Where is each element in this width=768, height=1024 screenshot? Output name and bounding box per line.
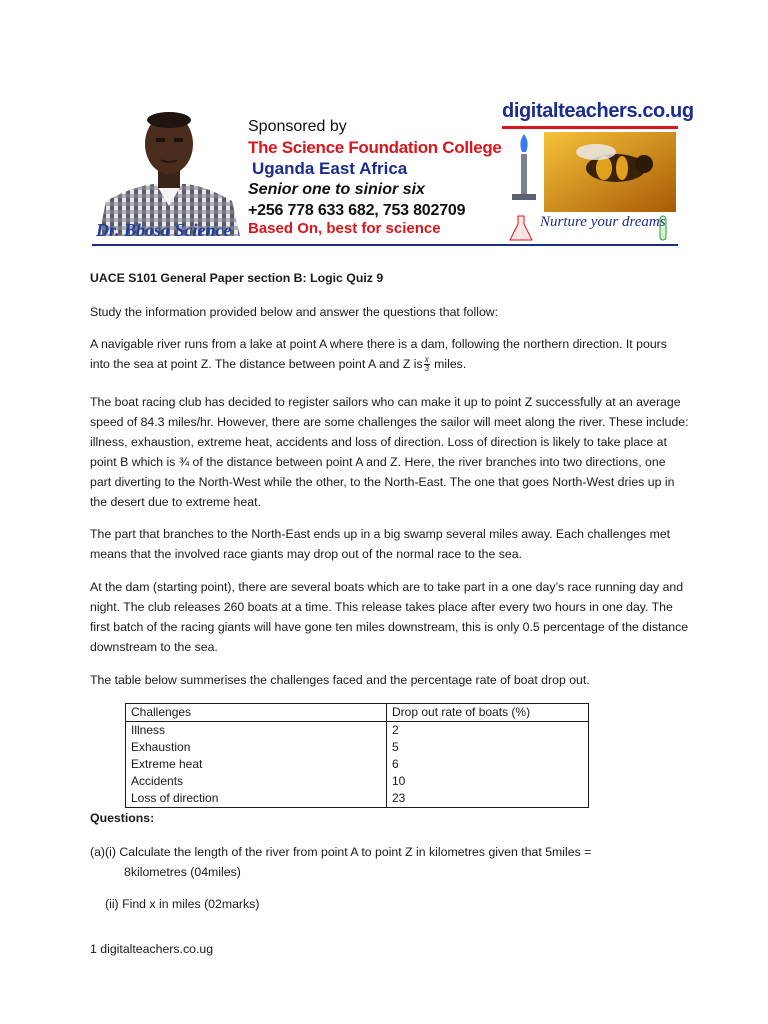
college-name: The Science Foundation College <box>248 138 502 157</box>
question-a-i-line1: (a)(i) Calculate the length of the river from point A to point Z in kilometres given that 5miles = <box>90 845 592 859</box>
dropout-table <box>125 703 589 808</box>
brand-name: digitalteachers.co.ug <box>502 100 694 122</box>
table-row <box>126 756 589 773</box>
table-header-row <box>126 704 589 722</box>
college-region: Uganda East Africa <box>252 159 408 178</box>
paragraph-club: The boat racing club has decided to register sailors who can make it up to point Z successfully at an average speed of 84.3 miles/hr. However, there are some challenges the sailor will meet along the river. These include: illness, exhaustion, extreme heat, accidents and loss of direction. Loss of direction is likely to take place at point B which is ¾ of the distance between point A and Z. Here, the river branches into two directions, one part diverting to the North-West while the other, to the North-East. The one that goes North-West dries up in the desert due to extreme heat. <box>90 395 689 509</box>
brand-underline <box>502 126 678 129</box>
table-cell: 10 <box>387 773 589 790</box>
page-footer: 1 digitalteachers.co.ug <box>90 942 214 956</box>
college-levels: Senior one to sinior six <box>248 181 425 198</box>
question-a-i <box>90 842 690 882</box>
question-a-i-line2: 8kilometres (04miles) <box>124 865 241 879</box>
college-phone: +256 778 633 682, 753 802709 <box>248 202 466 219</box>
table-cell: 2 <box>387 722 589 740</box>
table-cell: Illness <box>126 722 387 740</box>
banner-rule <box>92 244 678 246</box>
author-photo <box>94 106 244 236</box>
sponsor-text <box>248 116 502 221</box>
table-header: Challenges <box>126 704 387 722</box>
table-header: Drop out rate of boats (%) <box>387 704 589 722</box>
table-cell: 23 <box>387 790 589 808</box>
page-title: UACE S101 General Paper section B: Logic Quiz 9 <box>90 271 384 285</box>
paragraph-river-text: A navigable river runs from a lake at point A where there is a dam, following the northern direction. It pours into the sea at point Z. The distance between point A and Z is <box>90 337 667 371</box>
college-slogan: Based On, best for science <box>248 220 441 237</box>
paragraph-table-intro: The table below summerises the challenges faced and the percentage rate of boat drop out. <box>90 673 590 687</box>
table-cell: Extreme heat <box>126 756 387 773</box>
questions-heading: Questions: <box>90 811 155 825</box>
sponsored-by-label: Sponsored by <box>248 118 347 135</box>
table-cell: Loss of direction <box>126 790 387 808</box>
table-row <box>126 722 589 740</box>
author-signature: Dr. Bbosa Science <box>96 220 232 240</box>
table-row <box>126 739 589 756</box>
paragraph-river <box>90 334 690 374</box>
table-row <box>126 790 589 808</box>
paragraph-dam: At the dam (starting point), there are several boats which are to take part in a one day’s race running day and night. The club releases 260 boats at a time. This release takes place after every two hours in one day. The first batch of the racing giants will have gone ten miles downstream, this is only 0.5 percentage of the distance downstream to the sea. <box>90 580 689 654</box>
table-cell: 5 <box>387 739 589 756</box>
brand-tagline: Nurture your dreams <box>540 214 666 230</box>
fraction: $\frac{x}{3}$ <box>424 355 429 374</box>
question-a-ii: (ii) Find x in miles (02marks) <box>105 897 260 911</box>
instruction-text: Study the information provided below and answer the questions that follow: <box>90 305 499 319</box>
table-cell: 6 <box>387 756 589 773</box>
table-cell: Exhaustion <box>126 739 387 756</box>
table-cell: Accidents <box>126 773 387 790</box>
paragraph-branch: The part that branches to the North-East ends up in a big swamp several miles away. Each challenges met means that the involved race giants may drop out of the normal race to the sea. <box>90 527 671 561</box>
paragraph-river-unit: miles. <box>434 357 467 371</box>
table-row <box>126 773 589 790</box>
sponsor-banner <box>92 96 694 248</box>
